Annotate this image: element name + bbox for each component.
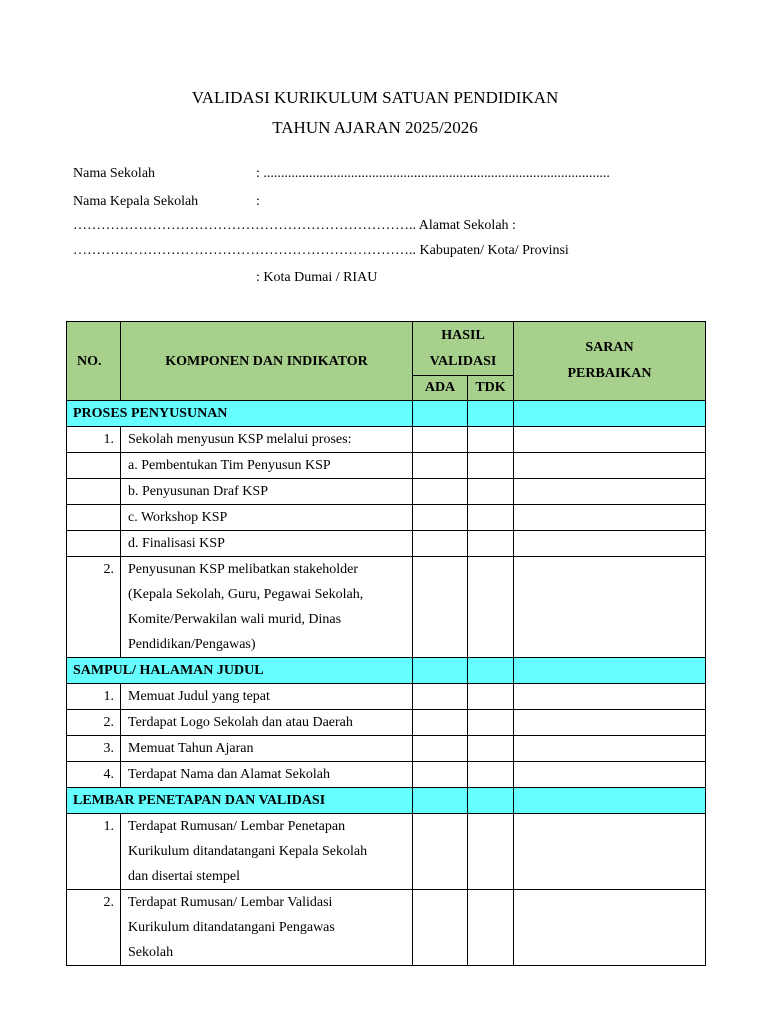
alamat-sekolah-line: ……………………………………………………………….. Alamat Sekolah :	[73, 218, 516, 233]
row-indicator	[121, 684, 413, 710]
section-ada-cell	[413, 658, 468, 684]
tdk-checkbox-cell[interactable]	[468, 531, 514, 557]
saran-cell[interactable]	[514, 890, 706, 966]
row-number: 1.	[67, 814, 121, 890]
row-number	[67, 505, 121, 531]
ada-checkbox-cell[interactable]	[413, 762, 468, 788]
row-number: 3.	[67, 736, 121, 762]
ada-checkbox-cell[interactable]	[413, 710, 468, 736]
indicator-line: (Kepala Sekolah, Guru, Pegawai Sekolah,	[128, 587, 364, 602]
nama-sekolah-value: : ...................................................................................................	[256, 166, 610, 181]
indicator-line: d. Finalisasi KSP	[128, 536, 225, 551]
row-indicator	[121, 557, 413, 658]
section-title: PROSES PENYUSUNAN	[67, 401, 413, 427]
row-indicator	[121, 710, 413, 736]
validation-table	[66, 321, 706, 966]
header-hasil-line2: VALIDASI	[429, 354, 497, 369]
table-row	[67, 814, 706, 890]
ada-checkbox-cell[interactable]	[413, 531, 468, 557]
header-no: NO.	[67, 322, 121, 401]
indicator-line: b. Penyusunan Draf KSP	[128, 484, 268, 499]
table-row	[67, 453, 706, 479]
indicator-line: Memuat Judul yang tepat	[128, 689, 270, 704]
section-ada-cell	[413, 788, 468, 814]
row-indicator	[121, 736, 413, 762]
ada-checkbox-cell[interactable]	[413, 453, 468, 479]
saran-cell[interactable]	[514, 505, 706, 531]
ada-checkbox-cell[interactable]	[413, 505, 468, 531]
tdk-checkbox-cell[interactable]	[468, 710, 514, 736]
indicator-line: Komite/Perwakilan wali murid, Dinas	[128, 612, 342, 627]
saran-cell[interactable]	[514, 736, 706, 762]
section-tdk-cell	[468, 658, 514, 684]
row-number: 4.	[67, 762, 121, 788]
row-number	[67, 479, 121, 505]
saran-cell[interactable]	[514, 557, 706, 658]
document-title: VALIDASI KURIKULUM SATUAN PENDIDIKAN	[191, 88, 559, 107]
section-title: SAMPUL/ HALAMAN JUDUL	[67, 658, 413, 684]
tdk-checkbox-cell[interactable]	[468, 505, 514, 531]
row-indicator	[121, 890, 413, 966]
header-komponen: KOMPONEN DAN INDIKATOR	[121, 322, 413, 401]
saran-cell[interactable]	[514, 453, 706, 479]
saran-cell[interactable]	[514, 684, 706, 710]
table-row	[67, 557, 706, 658]
section-row	[67, 401, 706, 427]
tdk-checkbox-cell[interactable]	[468, 557, 514, 658]
indicator-line: Pendidikan/Pengawas)	[128, 637, 256, 652]
header-saran-line2: PERBAIKAN	[567, 366, 652, 381]
row-indicator	[121, 479, 413, 505]
table-row	[67, 427, 706, 453]
table-row	[67, 710, 706, 736]
row-indicator	[121, 814, 413, 890]
row-number: 2.	[67, 557, 121, 658]
tdk-checkbox-cell[interactable]	[468, 684, 514, 710]
saran-cell[interactable]	[514, 427, 706, 453]
section-saran-cell	[514, 658, 706, 684]
table-row	[67, 762, 706, 788]
table-row	[67, 684, 706, 710]
indicator-line: Memuat Tahun Ajaran	[128, 741, 254, 756]
ada-checkbox-cell[interactable]	[413, 479, 468, 505]
indicator-line: Sekolah	[128, 945, 174, 960]
tdk-checkbox-cell[interactable]	[468, 814, 514, 890]
tdk-checkbox-cell[interactable]	[468, 890, 514, 966]
indicator-line: a. Pembentukan Tim Penyusun KSP	[128, 458, 331, 473]
indicator-line: c. Workshop KSP	[128, 510, 228, 525]
row-indicator	[121, 427, 413, 453]
indicator-line: Terdapat Rumusan/ Lembar Penetapan	[128, 819, 346, 834]
kepala-sekolah-colon: :	[256, 194, 260, 209]
row-indicator	[121, 762, 413, 788]
ada-checkbox-cell[interactable]	[413, 684, 468, 710]
header-saran-perbaikan	[514, 322, 706, 401]
ada-checkbox-cell[interactable]	[413, 736, 468, 762]
indicator-line: dan disertai stempel	[128, 869, 240, 884]
row-number	[67, 453, 121, 479]
document-subtitle: TAHUN AJARAN 2025/2026	[272, 118, 478, 137]
section-tdk-cell	[468, 401, 514, 427]
tdk-checkbox-cell[interactable]	[468, 762, 514, 788]
row-number	[67, 531, 121, 557]
table-row	[67, 736, 706, 762]
row-number: 2.	[67, 710, 121, 736]
saran-cell[interactable]	[514, 762, 706, 788]
row-number: 2.	[67, 890, 121, 966]
section-saran-cell	[514, 788, 706, 814]
ada-checkbox-cell[interactable]	[413, 427, 468, 453]
header-saran-line1: SARAN	[585, 340, 634, 355]
tdk-checkbox-cell[interactable]	[468, 479, 514, 505]
header-hasil-line1: HASIL	[441, 328, 485, 343]
saran-cell[interactable]	[514, 814, 706, 890]
kota-value: : Kota Dumai / RIAU	[256, 270, 378, 285]
row-number: 1.	[67, 684, 121, 710]
saran-cell[interactable]	[514, 531, 706, 557]
row-indicator	[121, 453, 413, 479]
indicator-line: Terdapat Rumusan/ Lembar Validasi	[128, 895, 333, 910]
saran-cell[interactable]	[514, 710, 706, 736]
ada-checkbox-cell[interactable]	[413, 890, 468, 966]
header-hasil-validasi	[413, 322, 514, 376]
section-ada-cell	[413, 401, 468, 427]
section-tdk-cell	[468, 788, 514, 814]
nama-sekolah-label: Nama Sekolah	[73, 166, 156, 181]
header-tdk: TDK	[468, 376, 514, 401]
table-row	[67, 531, 706, 557]
tdk-checkbox-cell[interactable]	[468, 427, 514, 453]
kabupaten-line: ……………………………………………………………….. Kabupaten/ Kota/ Provinsi	[73, 243, 569, 258]
tdk-checkbox-cell[interactable]	[468, 453, 514, 479]
ada-checkbox-cell[interactable]	[413, 814, 468, 890]
kepala-sekolah-label: Nama Kepala Sekolah	[73, 194, 199, 209]
table-row	[67, 479, 706, 505]
header-ada: ADA	[413, 376, 468, 401]
table-row	[67, 505, 706, 531]
row-number: 1.	[67, 427, 121, 453]
indicator-line: Kurikulum ditandatangani Pengawas	[128, 920, 335, 935]
indicator-line: Sekolah menyusun KSP melalui proses:	[128, 432, 352, 447]
indicator-line: Terdapat Logo Sekolah dan atau Daerah	[128, 715, 353, 730]
section-saran-cell	[514, 401, 706, 427]
row-indicator	[121, 505, 413, 531]
section-row	[67, 658, 706, 684]
section-title: LEMBAR PENETAPAN DAN VALIDASI	[67, 788, 413, 814]
ada-checkbox-cell[interactable]	[413, 557, 468, 658]
indicator-line: Kurikulum ditandatangani Kepala Sekolah	[128, 844, 368, 859]
indicator-line: Penyusunan KSP melibatkan stakeholder	[128, 562, 359, 577]
saran-cell[interactable]	[514, 479, 706, 505]
indicator-line: Terdapat Nama dan Alamat Sekolah	[128, 767, 330, 782]
row-indicator	[121, 531, 413, 557]
tdk-checkbox-cell[interactable]	[468, 736, 514, 762]
section-row	[67, 788, 706, 814]
table-row	[67, 890, 706, 966]
